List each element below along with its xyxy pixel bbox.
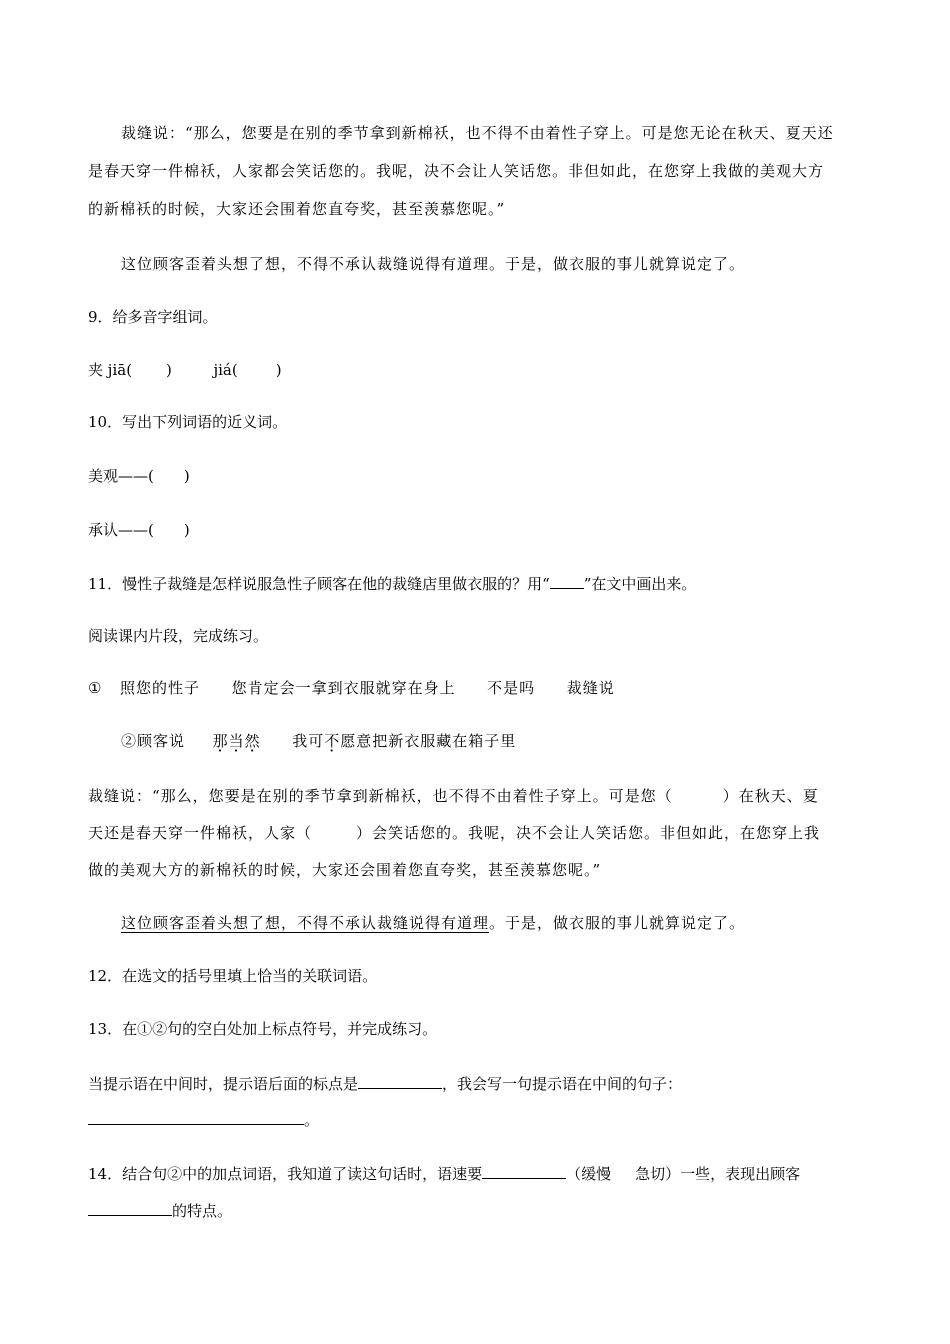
sentence1-marker: ① (88, 679, 103, 697)
q9-close1: ) (166, 361, 172, 379)
dotted-char: 然 (244, 732, 261, 750)
passage2-line1-a: 裁缝说：“那么，您要是在别的季节拿到新棉袄，也不得不由着性子穿上。可是您（ (88, 787, 673, 805)
answer-blank[interactable] (482, 1162, 566, 1179)
sentence1-part2: 您肯定会一拿到衣服就穿在身上 (231, 679, 456, 697)
q14-options-a: （缓慢 (566, 1165, 612, 1183)
passage2-line3: 做的美观大方的新棉袄的时候，大家还会围着您直夸奖，甚至羡慕您呢。” (88, 861, 602, 879)
q12-title: 12．在选文的括号里填上恰当的关联词语。 (88, 967, 378, 985)
passage2-line4 (121, 912, 745, 934)
q13-title: 13．在①②句的空白处加上标点符号，并完成练习。 (88, 1020, 438, 1038)
q9-row (88, 359, 282, 381)
dotted-char: 那 (212, 732, 229, 750)
q13-text-a: 当提示语在中间时，提示语后面的标点是 (88, 1075, 359, 1093)
q10-item1-label: 美观——( (88, 467, 154, 485)
q11-underline-sample (550, 572, 584, 589)
answer-blank[interactable] (88, 1199, 172, 1216)
answer-blank[interactable] (88, 1108, 304, 1125)
q14-line2 (88, 1199, 232, 1222)
sentence2-text-a: 我可 (292, 732, 325, 750)
q10-item1-close: ) (183, 467, 190, 485)
sentence1-part1: 照您的性子 (120, 679, 201, 697)
q13-end: 。 (304, 1111, 320, 1129)
passage2-line4-rest: 。于是，做衣服的事儿就算说定了。 (489, 914, 746, 932)
passage1-line3: 的新棉袄的时候，大家还会围着您直夸奖，甚至羡慕您呢。” (88, 200, 506, 218)
q11-title (88, 572, 696, 595)
q10-item2-label: 承认——( (88, 521, 154, 539)
passage2-line1 (88, 785, 819, 807)
underlined-sentence: 这位顾客歪着头想了想，不得不承认裁缝说得有道理 (121, 914, 490, 932)
q10-item2-close: ) (183, 521, 190, 539)
q14-line1 (88, 1162, 800, 1185)
q13-text-b: ，我会写一句提示语在中间的句子： (442, 1075, 683, 1093)
q9-char: 夹 (88, 361, 104, 379)
q9-pinyin1: jiā( (107, 361, 133, 379)
dotted-char: 不 (324, 732, 341, 750)
q9-title: 9．给多音字组词。 (88, 308, 218, 326)
sentence1 (88, 677, 615, 699)
sentence2 (121, 730, 516, 752)
sentence2-label: ②顾客说 (121, 732, 186, 750)
q10-title: 10．写出下列词语的近义词。 (88, 413, 288, 431)
passage1-line2: 是春天穿一件棉袄，人家都会笑话您的。我呢，决不会让人笑话您。非但如此，在您穿上我做的美观大方 (88, 162, 825, 180)
q13-line2 (88, 1108, 319, 1131)
reading-intro: 阅读课内片段，完成练习。 (88, 627, 269, 645)
passage2-line1-b: ）在秋天、夏 (722, 787, 819, 805)
q14-options-b: 急切）一些，表现出顾客 (635, 1165, 801, 1183)
passage2-line2-a: 天还是春天穿一件棉袄，人家（ (88, 824, 313, 842)
passage1-line1: 裁缝说：“那么，您要是在别的季节拿到新棉袄，也不得不由着性子穿上。可是您无论在秋天、夏天还 (121, 124, 834, 142)
q13-line1 (88, 1072, 682, 1095)
q11-title-a: 11．慢性子裁缝是怎样说服急性子顾客在他的裁缝店里做衣服的？用“ (88, 575, 550, 593)
q10-item2 (88, 519, 190, 541)
passage2-line2 (88, 822, 820, 844)
q10-item1 (88, 465, 190, 487)
dotted-char: 当 (228, 732, 245, 750)
q14-end: 的特点。 (172, 1202, 233, 1220)
passage2-line2-b: ）会笑话您的。我呢，决不会让人笑话您。非但如此，在您穿上我 (356, 824, 821, 842)
q9-close2: ) (275, 361, 282, 379)
sentence1-part4: 裁缝说 (566, 679, 615, 697)
sentence2-text-b: 愿意把新衣服藏在箱子里 (340, 732, 517, 750)
q14-text-a: 14．结合句②中的加点词语，我知道了读这句话时，语速要 (88, 1165, 483, 1183)
passage1-line4: 这位顾客歪着头想了想，不得不承认裁缝说得有道理。于是，做衣服的事儿就算说定了。 (121, 255, 746, 273)
q9-pinyin2: jiá( (213, 361, 238, 379)
sentence1-part3: 不是吗 (487, 679, 536, 697)
q11-title-b: ”在文中画出来。 (583, 575, 697, 593)
answer-blank[interactable] (358, 1072, 442, 1089)
